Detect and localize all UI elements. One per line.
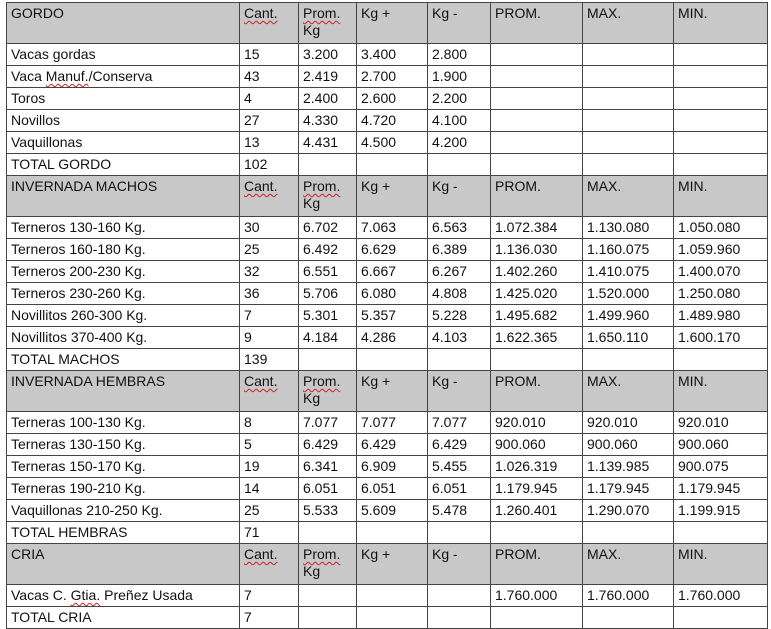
row-category-word: Kg. xyxy=(124,263,146,279)
row-prom xyxy=(491,132,583,154)
empty-cell xyxy=(428,522,491,544)
row-kg-minus: 4.103 xyxy=(428,327,491,349)
row-prom: 1.260.401 xyxy=(491,500,583,522)
row-min: 1.600.170 xyxy=(674,327,768,349)
table-row xyxy=(7,500,768,522)
row-category-word: Vaquillonas xyxy=(11,134,83,150)
table-row xyxy=(7,44,768,66)
row-category xyxy=(7,44,240,66)
row-kg-minus: 1.900 xyxy=(428,66,491,88)
col-header-prom: PROM. xyxy=(491,3,583,44)
livestock-price-table xyxy=(6,2,768,629)
empty-cell xyxy=(357,349,428,371)
col-header-min: MIN. xyxy=(674,544,768,585)
row-prom-kg: 6.341 xyxy=(299,456,357,478)
row-category xyxy=(7,478,240,500)
col-header-cant xyxy=(240,176,299,217)
table-body xyxy=(7,3,768,629)
col-header-prom-kg xyxy=(299,544,357,585)
row-kg-plus: 4.500 xyxy=(357,132,428,154)
col-header-min: MIN. xyxy=(674,176,768,217)
table-row xyxy=(7,66,768,88)
row-category-word: Novillitos xyxy=(11,307,68,323)
table-row xyxy=(7,110,768,132)
table-row xyxy=(7,283,768,305)
row-max: 1.130.080 xyxy=(583,217,674,239)
row-category-word: gordas xyxy=(52,46,96,62)
row-category-word: Terneros xyxy=(11,219,66,235)
col-header-kg-plus: Kg + xyxy=(357,3,428,44)
row-min xyxy=(674,132,768,154)
col-header-cant xyxy=(240,3,299,44)
row-max xyxy=(583,88,674,110)
row-prom-kg: 3.200 xyxy=(299,44,357,66)
empty-cell xyxy=(299,607,357,629)
row-prom: 900.060 xyxy=(491,434,583,456)
section-title: INVERNADA HEMBRAS xyxy=(7,371,240,412)
section-title: GORDO xyxy=(7,3,240,44)
row-kg-minus xyxy=(428,585,491,607)
row-category-word: Kg. xyxy=(141,502,163,518)
row-kg-plus: 6.051 xyxy=(357,478,428,500)
table-row xyxy=(7,239,768,261)
total-label: TOTAL CRIA xyxy=(7,607,240,629)
row-category-word: Terneras xyxy=(11,414,66,430)
row-min xyxy=(674,66,768,88)
row-cant: 25 xyxy=(240,239,299,261)
row-min: 920.010 xyxy=(674,412,768,434)
row-prom: 1.760.000 xyxy=(491,585,583,607)
row-category-word: 370-400 xyxy=(70,329,123,345)
row-category xyxy=(7,327,240,349)
row-kg-plus: 6.429 xyxy=(357,434,428,456)
table-row xyxy=(7,412,768,434)
row-category xyxy=(7,412,240,434)
row-kg-plus: 4.720 xyxy=(357,110,428,132)
col-header-prom-kg xyxy=(299,371,357,412)
row-prom-kg: 5.301 xyxy=(299,305,357,327)
row-kg-minus: 6.051 xyxy=(428,478,491,500)
row-category-word: Novillos xyxy=(11,112,61,128)
row-max xyxy=(583,110,674,132)
row-prom: 1.402.260 xyxy=(491,261,583,283)
col-header-prom-kg xyxy=(299,3,357,44)
total-value: 102 xyxy=(240,154,299,176)
col-header-prom-kg-line2: Kg xyxy=(303,390,321,406)
row-cant: 9 xyxy=(240,327,299,349)
col-header-prom: PROM. xyxy=(491,176,583,217)
col-header-cant-label: Cant. xyxy=(244,546,278,562)
col-header-max: MAX. xyxy=(583,176,674,217)
row-category xyxy=(7,305,240,327)
total-row xyxy=(7,607,768,629)
row-category-word: Novillitos xyxy=(11,329,68,345)
row-min: 900.060 xyxy=(674,434,768,456)
row-kg-plus: 6.629 xyxy=(357,239,428,261)
section-header-row xyxy=(7,371,768,412)
col-header-prom-kg-line2: Kg xyxy=(303,563,321,579)
col-header-min: MIN. xyxy=(674,371,768,412)
row-category-word: 130-160 xyxy=(69,219,121,235)
row-prom-kg: 5.706 xyxy=(299,283,357,305)
row-category-word: Terneras xyxy=(11,436,66,452)
row-min: 900.075 xyxy=(674,456,768,478)
row-prom-kg: 2.419 xyxy=(299,66,357,88)
table-row xyxy=(7,305,768,327)
row-max: 1.760.000 xyxy=(583,585,674,607)
row-cant: 36 xyxy=(240,283,299,305)
col-header-max: MAX. xyxy=(583,3,674,44)
row-max xyxy=(583,132,674,154)
empty-cell xyxy=(583,522,674,544)
row-category-word: 100-130 xyxy=(69,414,121,430)
row-category-word: Terneros xyxy=(11,241,66,257)
row-kg-minus: 4.100 xyxy=(428,110,491,132)
row-kg-plus: 2.700 xyxy=(357,66,428,88)
col-header-prom-kg-line1: Prom. xyxy=(303,178,341,194)
row-max: 900.060 xyxy=(583,434,674,456)
empty-cell xyxy=(428,349,491,371)
row-prom-kg: 5.533 xyxy=(299,500,357,522)
col-header-kg-plus: Kg + xyxy=(357,176,428,217)
row-category-word: Kg. xyxy=(124,219,146,235)
row-prom-kg xyxy=(299,585,357,607)
table-row xyxy=(7,88,768,110)
total-row xyxy=(7,154,768,176)
empty-cell xyxy=(299,154,357,176)
row-kg-plus: 4.286 xyxy=(357,327,428,349)
row-min xyxy=(674,44,768,66)
row-prom-kg: 6.051 xyxy=(299,478,357,500)
row-prom: 1.495.682 xyxy=(491,305,583,327)
empty-cell xyxy=(428,607,491,629)
section-header-row xyxy=(7,176,768,217)
col-header-kg-minus: Kg - xyxy=(428,3,491,44)
row-kg-plus: 5.609 xyxy=(357,500,428,522)
row-category-word: 160-180 xyxy=(69,241,121,257)
row-category-word: Gtia. xyxy=(70,587,101,603)
row-category xyxy=(7,239,240,261)
row-prom-kg: 7.077 xyxy=(299,412,357,434)
row-cant: 27 xyxy=(240,110,299,132)
row-category-word: 200-230 xyxy=(69,263,121,279)
total-row xyxy=(7,522,768,544)
table-row xyxy=(7,217,768,239)
row-max: 1.290.070 xyxy=(583,500,674,522)
table-row xyxy=(7,585,768,607)
table-row xyxy=(7,478,768,500)
row-prom-kg: 4.184 xyxy=(299,327,357,349)
row-cant: 30 xyxy=(240,217,299,239)
row-kg-plus: 2.600 xyxy=(357,88,428,110)
empty-cell xyxy=(299,349,357,371)
empty-cell xyxy=(428,154,491,176)
total-value: 7 xyxy=(240,607,299,629)
row-max: 1.650.110 xyxy=(583,327,674,349)
row-min: 1.179.945 xyxy=(674,478,768,500)
row-max: 1.179.945 xyxy=(583,478,674,500)
row-prom: 1.072.384 xyxy=(491,217,583,239)
row-max: 1.410.075 xyxy=(583,261,674,283)
row-prom xyxy=(491,88,583,110)
row-prom: 1.136.030 xyxy=(491,239,583,261)
section-title: CRIA xyxy=(7,544,240,585)
col-header-max: MAX. xyxy=(583,544,674,585)
row-category-word: Preñez xyxy=(104,587,149,603)
row-cant: 32 xyxy=(240,261,299,283)
row-category xyxy=(7,434,240,456)
row-max: 920.010 xyxy=(583,412,674,434)
row-category-word: C. xyxy=(52,587,67,603)
col-header-prom-kg-line1: Prom. xyxy=(303,5,341,21)
row-prom-kg: 4.330 xyxy=(299,110,357,132)
row-prom: 920.010 xyxy=(491,412,583,434)
empty-cell xyxy=(491,607,583,629)
row-category-word: Kg. xyxy=(124,458,146,474)
row-prom-kg: 6.429 xyxy=(299,434,357,456)
row-category xyxy=(7,261,240,283)
row-category-word: Kg. xyxy=(124,285,146,301)
section-header-row xyxy=(7,544,768,585)
row-max xyxy=(583,44,674,66)
col-header-max: MAX. xyxy=(583,371,674,412)
row-kg-plus xyxy=(357,585,428,607)
row-category-word: Kg. xyxy=(124,241,146,257)
row-max: 1.160.075 xyxy=(583,239,674,261)
row-prom xyxy=(491,110,583,132)
col-header-prom: PROM. xyxy=(491,544,583,585)
row-category-word: Manuf. xyxy=(45,68,89,84)
row-min: 1.059.960 xyxy=(674,239,768,261)
row-category xyxy=(7,110,240,132)
row-kg-minus: 5.228 xyxy=(428,305,491,327)
row-category-word: Vacas xyxy=(11,46,49,62)
row-category xyxy=(7,88,240,110)
row-min: 1.199.915 xyxy=(674,500,768,522)
row-prom xyxy=(491,44,583,66)
row-category-word: Kg. xyxy=(124,436,146,452)
total-label: TOTAL MACHOS xyxy=(7,349,240,371)
row-cant: 19 xyxy=(240,456,299,478)
row-cant: 7 xyxy=(240,585,299,607)
row-category-word: Terneras xyxy=(11,480,66,496)
total-value: 139 xyxy=(240,349,299,371)
col-header-prom-kg-line2: Kg xyxy=(303,22,321,38)
row-max: 1.520.000 xyxy=(583,283,674,305)
row-category xyxy=(7,217,240,239)
table-row xyxy=(7,261,768,283)
row-min xyxy=(674,88,768,110)
row-kg-plus: 6.909 xyxy=(357,456,428,478)
row-cant: 15 xyxy=(240,44,299,66)
row-kg-minus: 2.200 xyxy=(428,88,491,110)
empty-cell xyxy=(491,349,583,371)
row-kg-minus: 5.478 xyxy=(428,500,491,522)
row-category-word: 260-300 xyxy=(70,307,123,323)
row-min: 1.489.980 xyxy=(674,305,768,327)
row-kg-plus: 7.063 xyxy=(357,217,428,239)
row-prom-kg: 2.400 xyxy=(299,88,357,110)
row-category-word: Usada xyxy=(152,587,193,603)
row-kg-minus: 4.808 xyxy=(428,283,491,305)
col-header-cant xyxy=(240,544,299,585)
row-category xyxy=(7,585,240,607)
row-min: 1.050.080 xyxy=(674,217,768,239)
empty-cell xyxy=(583,607,674,629)
empty-cell xyxy=(674,607,768,629)
total-value: 71 xyxy=(240,522,299,544)
row-category-word: Kg. xyxy=(126,329,148,345)
col-header-kg-plus: Kg + xyxy=(357,371,428,412)
row-prom-kg: 6.551 xyxy=(299,261,357,283)
col-header-cant xyxy=(240,371,299,412)
row-kg-minus: 6.267 xyxy=(428,261,491,283)
row-cant: 14 xyxy=(240,478,299,500)
row-cant: 4 xyxy=(240,88,299,110)
row-kg-plus: 3.400 xyxy=(357,44,428,66)
row-cant: 25 xyxy=(240,500,299,522)
row-kg-plus: 7.077 xyxy=(357,412,428,434)
col-header-min: MIN. xyxy=(674,3,768,44)
row-prom: 1.179.945 xyxy=(491,478,583,500)
empty-cell xyxy=(491,154,583,176)
row-category-word: Terneros xyxy=(11,285,66,301)
table-row xyxy=(7,434,768,456)
row-kg-minus: 4.200 xyxy=(428,132,491,154)
row-max: 1.139.985 xyxy=(583,456,674,478)
row-category-word: 150-170 xyxy=(69,458,121,474)
empty-cell xyxy=(674,349,768,371)
section-title: INVERNADA MACHOS xyxy=(7,176,240,217)
row-category-word: 230-260 xyxy=(69,285,121,301)
row-category xyxy=(7,283,240,305)
row-kg-minus: 5.455 xyxy=(428,456,491,478)
row-min: 1.760.000 xyxy=(674,585,768,607)
row-category-word: Terneros xyxy=(11,263,66,279)
empty-cell xyxy=(674,154,768,176)
row-kg-plus: 6.080 xyxy=(357,283,428,305)
total-label: TOTAL HEMBRAS xyxy=(7,522,240,544)
row-category-word: Kg. xyxy=(126,307,148,323)
row-category-word: 190-210 xyxy=(69,480,121,496)
row-kg-minus: 6.563 xyxy=(428,217,491,239)
col-header-cant-label: Cant. xyxy=(244,373,278,389)
total-label: TOTAL GORDO xyxy=(7,154,240,176)
col-header-kg-minus: Kg - xyxy=(428,176,491,217)
row-prom-kg: 4.431 xyxy=(299,132,357,154)
row-kg-minus: 6.389 xyxy=(428,239,491,261)
row-cant: 5 xyxy=(240,434,299,456)
empty-cell xyxy=(491,522,583,544)
row-category-word: Vaca xyxy=(11,68,42,84)
row-category-word: Terneras xyxy=(11,458,66,474)
row-category-word: Vaquillonas xyxy=(11,502,83,518)
row-prom-kg: 6.492 xyxy=(299,239,357,261)
row-max xyxy=(583,66,674,88)
row-category: Vaca Manuf./Conserva xyxy=(7,66,240,88)
col-header-prom-kg xyxy=(299,176,357,217)
row-min: 1.400.070 xyxy=(674,261,768,283)
col-header-prom-kg-line1: Prom. xyxy=(303,373,341,389)
row-category xyxy=(7,456,240,478)
empty-cell xyxy=(583,349,674,371)
row-prom: 1.622.365 xyxy=(491,327,583,349)
col-header-cant-label: Cant. xyxy=(244,178,278,194)
empty-cell xyxy=(583,154,674,176)
col-header-prom-kg-line1: Prom. xyxy=(303,546,341,562)
row-category-word: Vacas xyxy=(11,587,49,603)
col-header-cant-label: Cant. xyxy=(244,5,278,21)
empty-cell xyxy=(357,607,428,629)
row-cant: 13 xyxy=(240,132,299,154)
row-cant: 8 xyxy=(240,412,299,434)
empty-cell xyxy=(357,154,428,176)
row-min xyxy=(674,110,768,132)
table-row xyxy=(7,456,768,478)
row-min: 1.250.080 xyxy=(674,283,768,305)
row-prom: 1.026.319 xyxy=(491,456,583,478)
row-kg-plus: 5.357 xyxy=(357,305,428,327)
row-category-word: Toros xyxy=(11,90,46,106)
col-header-kg-minus: Kg - xyxy=(428,371,491,412)
table-row xyxy=(7,132,768,154)
row-prom: 1.425.020 xyxy=(491,283,583,305)
empty-cell xyxy=(299,522,357,544)
col-header-kg-plus: Kg + xyxy=(357,544,428,585)
total-row xyxy=(7,349,768,371)
row-category-word: 130-150 xyxy=(69,436,121,452)
row-category-word: Kg. xyxy=(124,414,146,430)
row-category-word: 210-250 xyxy=(86,502,138,518)
row-prom-kg: 6.702 xyxy=(299,217,357,239)
col-header-kg-minus: Kg - xyxy=(428,544,491,585)
col-header-prom-kg-line2: Kg xyxy=(303,195,321,211)
section-header-row xyxy=(7,3,768,44)
row-cant: 7 xyxy=(240,305,299,327)
row-category xyxy=(7,500,240,522)
row-kg-minus: 6.429 xyxy=(428,434,491,456)
row-prom xyxy=(491,66,583,88)
row-kg-plus: 6.667 xyxy=(357,261,428,283)
col-header-prom: PROM. xyxy=(491,371,583,412)
table-row xyxy=(7,327,768,349)
empty-cell xyxy=(357,522,428,544)
row-kg-minus: 2.800 xyxy=(428,44,491,66)
empty-cell xyxy=(674,522,768,544)
row-category xyxy=(7,132,240,154)
row-kg-minus: 7.077 xyxy=(428,412,491,434)
row-max: 1.499.960 xyxy=(583,305,674,327)
row-category-word: Kg. xyxy=(124,480,146,496)
row-cant: 43 xyxy=(240,66,299,88)
